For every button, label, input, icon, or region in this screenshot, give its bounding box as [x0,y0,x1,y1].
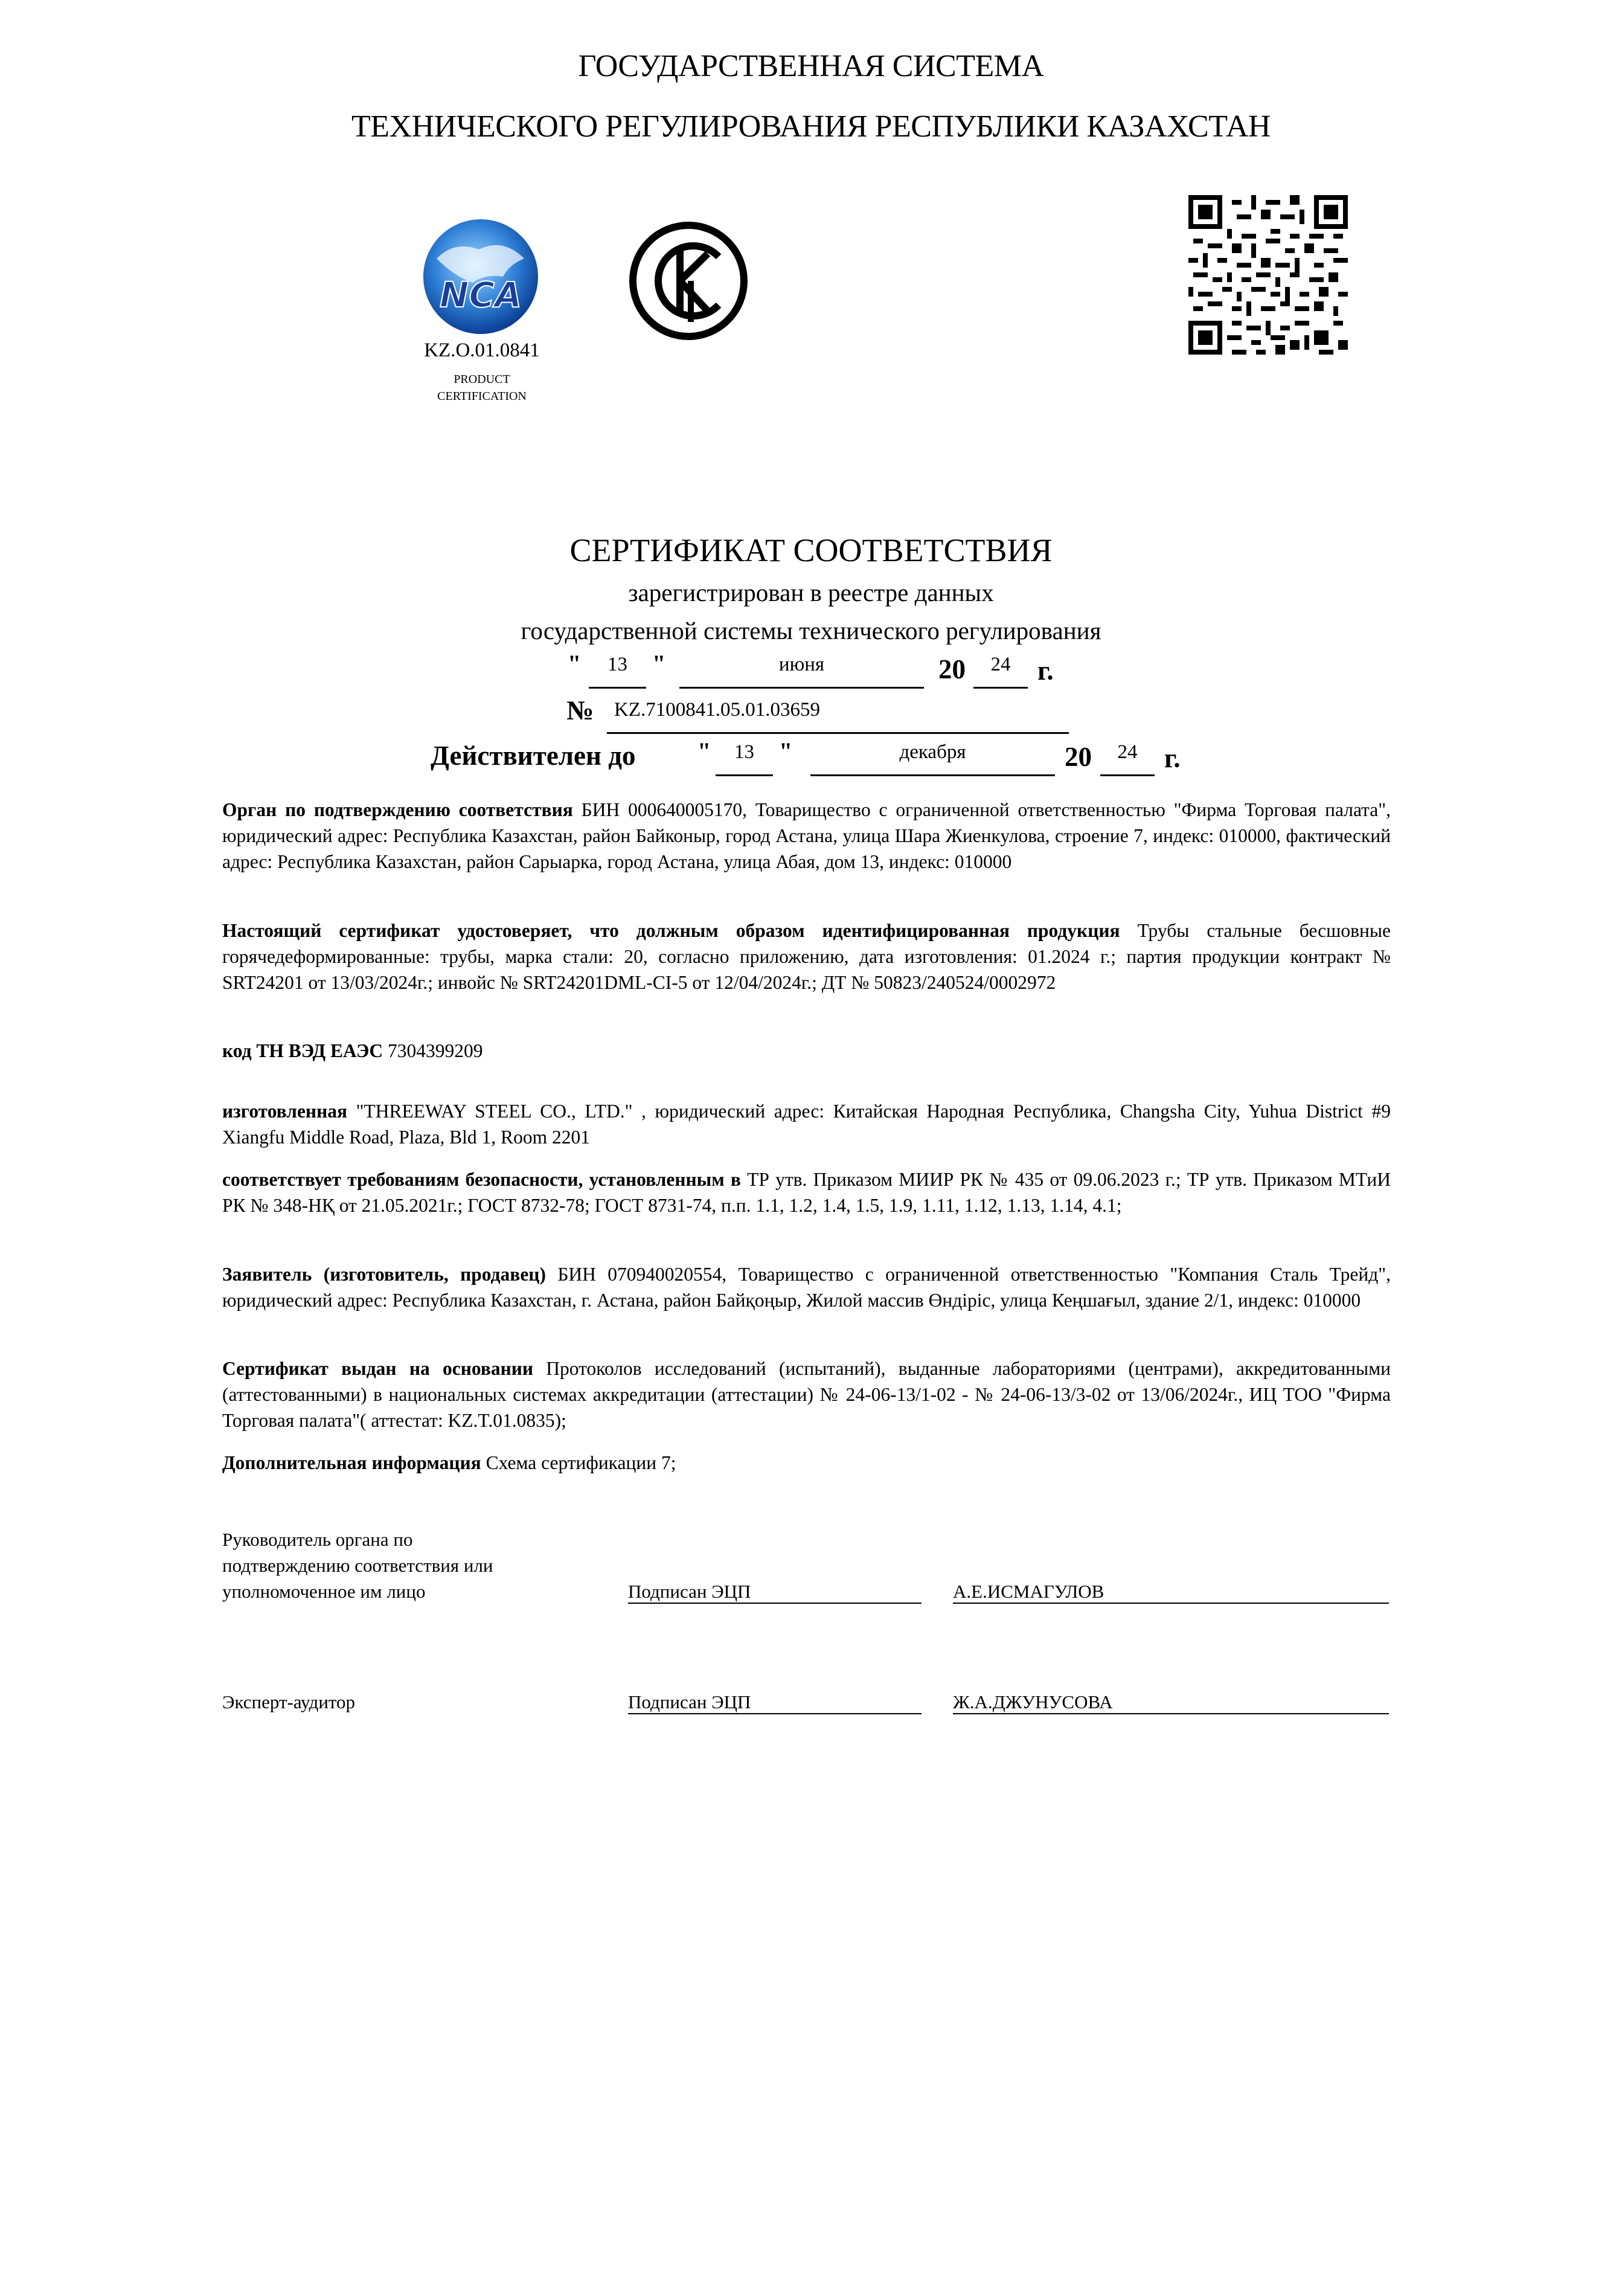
conforms-text: ТР утв. Приказом МИИР РК № 435 от 09.06.2023 г.; ТР утв. Приказом МТиИ РК № 348-НҚ от 21.05.2021г.; ГОСТ 8732-78; ГОСТ 8731-74, п.п. 1.1, 1.2, 1.4, 1.5, 1.9, 1.11, 1.12, 1.13, 1.14, 4.1; [222,1169,1391,1216]
head-signatory-line-2: подтверждению соответствия или [222,1555,493,1576]
valid-month: декабря [899,741,966,763]
nca-logo [412,216,551,337]
valid-quote-open: " [697,738,711,765]
certifies-paragraph [222,918,1391,995]
conforms-paragraph [222,1166,1391,1218]
valid-day-underline [716,774,773,776]
registered-suffix: г. [1037,655,1054,686]
registered-month-underline [679,687,924,689]
additional-info-label: Дополнительная информация [222,1452,481,1473]
expert-auditor-name: Ж.А.ДЖУНУСОВА [953,1691,1389,1714]
qr-code [1188,195,1348,355]
code-text: 7304399209 [383,1040,483,1061]
certificate-subtitle-2: государственной системы технического регулирования [521,617,1101,645]
certification-body-text: БИН 000640005170, Товарищество с ограниченной ответственностью "Фирма Торговая палата", юридический адрес: Республика Казахстан, район Байконыр, город Астана, улица Шара Жиенкулова, строение 7, индекс: 010000, фактический адрес: Республика Казахстан, район Сарыарка, город Астана, улица Абая, дом 13, индекс: 010000 [222,799,1391,872]
head-signatory-name: А.Е.ИСМАГУЛОВ [953,1581,1389,1604]
certificate-number: KZ.7100841.05.01.03659 [614,699,820,721]
manufacturer-label: изготовленная [222,1101,348,1122]
certifies-text: Трубы стальные бесшовные горячедеформированные: трубы, марка стали: 20, согласно приложению, дата изготовления: 01.2024 г.; партия продукции контракт № SRT24201 от 13/03/2024г.; инвойс № SRT24201DML-CI-5 от 12/04/2024г.; ДТ № 50823/240524/0002972 [222,920,1391,993]
registered-day: 13 [607,654,627,675]
registered-day-underline [589,687,646,689]
registered-quote-close: " [652,650,666,677]
valid-century: 20 [1065,742,1092,772]
registered-quote-open: " [568,650,582,677]
basis-text: Протоколов исследований (испытаний), выданные лабораториями (центрами), аккредитованными (аттестованными) в национальных системах аккредитации (аттестации) № 24-06-13/1-02 - № 24-06-13/3-02 от 13/06/2024г., ИЦ ТОО "Фирма Торговая палата"( аттестат: KZ.T.01.0835); [222,1358,1391,1431]
head-signatory-line-3: уполномоченное им лицо [222,1581,426,1602]
expert-signed-ecp: Подписан ЭЦП [628,1691,922,1714]
valid-month-underline [810,774,1055,776]
valid-year: 24 [1117,741,1138,763]
expert-auditor-label: Эксперт-аудитор [222,1691,356,1712]
certificate-subtitle-1: зарегистрирован в реестре данных [628,579,994,606]
valid-year-underline [1100,774,1155,776]
code-paragraph [222,1038,1391,1064]
registered-year: 24 [990,654,1011,675]
manufacturer-paragraph [222,1098,1391,1150]
registered-century: 20 [938,654,966,684]
product-label: PRODUCT [454,373,510,386]
basis-paragraph [222,1355,1391,1433]
applicant-label: Заявитель (изготовитель, продавец) [222,1264,546,1285]
registered-year-underline [973,687,1028,689]
certificate-title: СЕРТИФИКАТ СООТВЕТСТВИЯ [569,532,1053,568]
conformity-mark-icon [628,220,749,341]
certification-body-label: Орган по подтверждению соответствия [222,799,573,820]
head-signed-ecp: Подписан ЭЦП [628,1581,922,1604]
nca-logo-text: NCA [440,274,522,315]
header-line-1: ГОСУДАРСТВЕННАЯ СИСТЕМА [578,49,1044,83]
accreditation-number: KZ.O.01.0841 [424,339,540,361]
head-signatory-line-1: Руководитель органа по [222,1529,413,1550]
number-underline [607,732,1069,734]
manufacturer-text: "THREEWAY STEEL CO., LTD." , юридический адрес: Китайская Народная Республика, Changsha City, Yuhua District #9 Xiangfu Middle Road, Plaza, Bld 1, Room 2201 [222,1101,1391,1148]
valid-suffix: г. [1164,743,1181,773]
valid-until-label: Действителен до [431,741,636,771]
additional-info-paragraph [222,1450,1391,1476]
valid-quote-close: " [779,738,793,765]
conforms-label: соответствует требованиям безопасности, установленным в [222,1169,741,1190]
certification-body-paragraph [222,797,1391,875]
additional-info-text: Схема сертификации 7; [481,1452,676,1473]
number-label: № [566,695,594,725]
applicant-paragraph [222,1261,1391,1313]
code-label: код ТН ВЭД ЕАЭС [222,1040,383,1061]
basis-label: Сертификат выдан на основании [222,1358,534,1379]
valid-day: 13 [734,741,754,763]
registered-month: июня [778,654,825,675]
header-line-2: ТЕХНИЧЕСКОГО РЕГУЛИРОВАНИЯ РЕСПУБЛИКИ КАЗАХСТАН [351,109,1271,144]
applicant-text: БИН 070940020554, Товарищество с ограниченной ответственностью "Компания Сталь Трейд", юридический адрес: Республика Казахстан, г. Астана, район Байқоңыр, Жилой массив Өндіріс, улица Кеңшағыл, здание 2/1, индекс: 010000 [222,1264,1391,1311]
certifies-label: Настоящий сертификат удостоверяет, что должным образом идентифицированная продукция [222,920,1120,941]
certification-label: CERTIFICATION [437,390,527,403]
